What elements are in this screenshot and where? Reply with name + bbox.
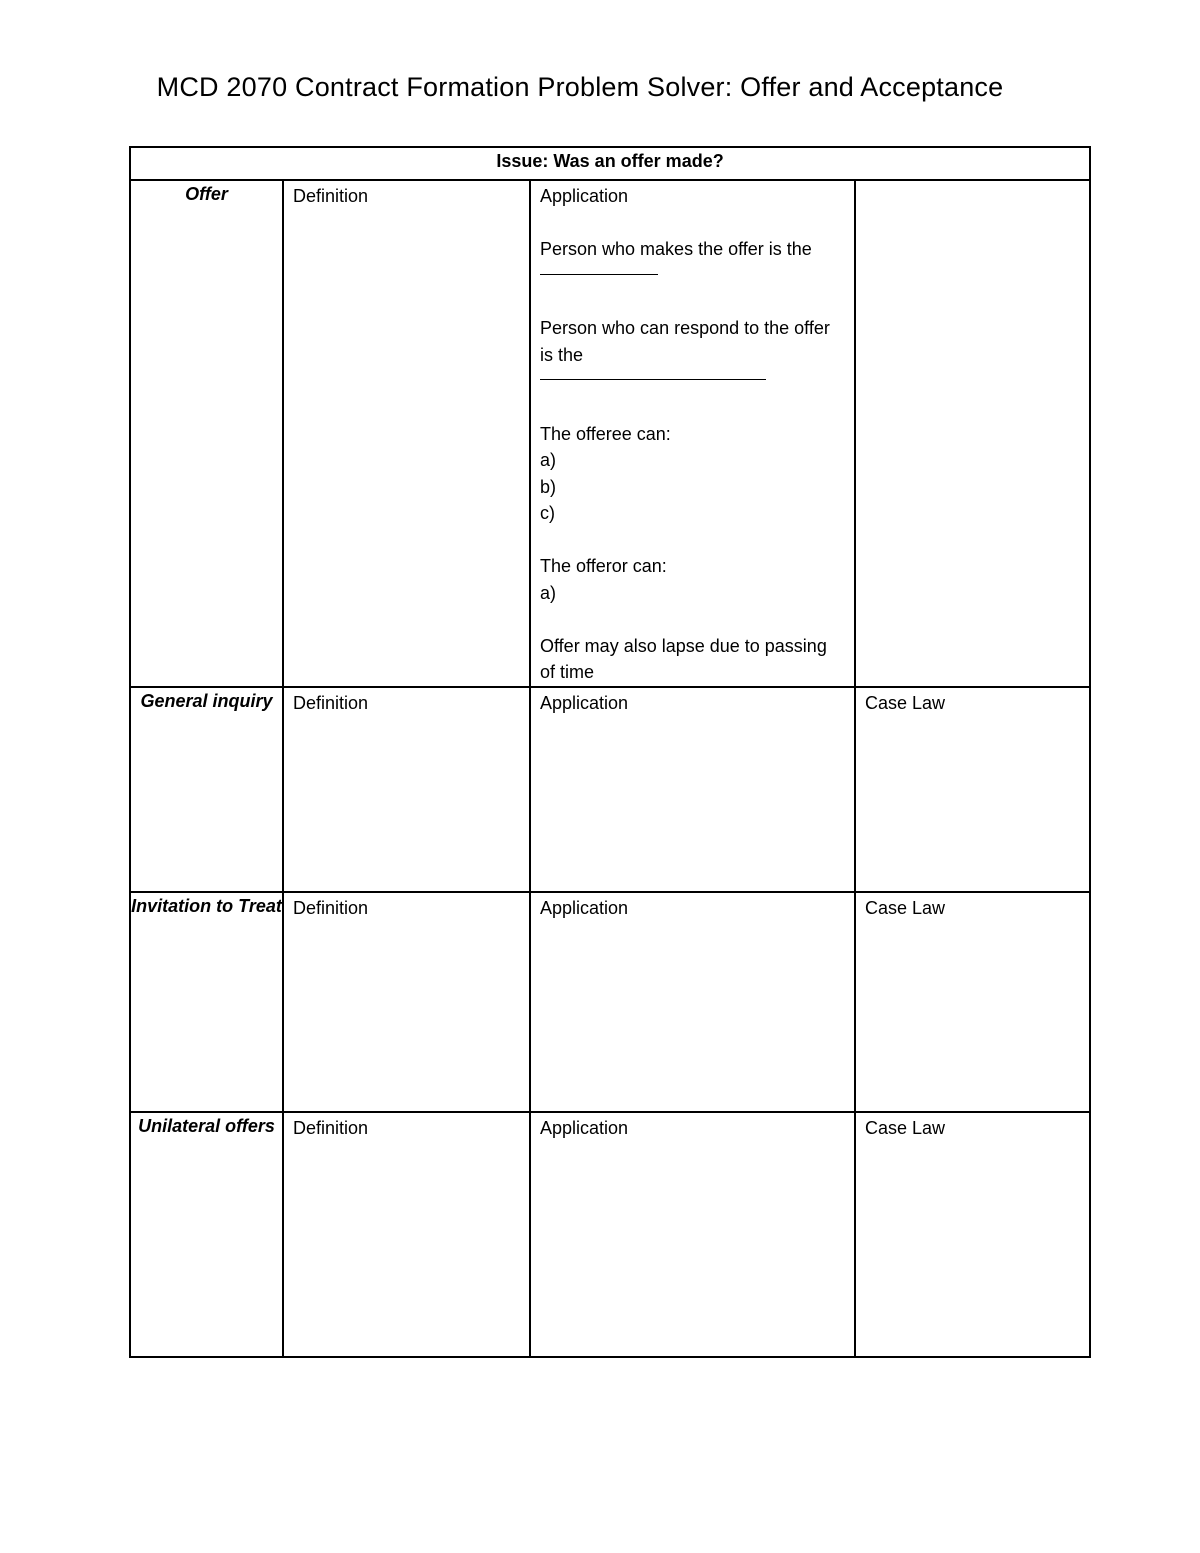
problem-solver-table	[129, 146, 1091, 1358]
definition-label: Definition	[293, 898, 369, 918]
case-law-cell-offer	[855, 180, 1090, 687]
table-row-offer	[130, 180, 1090, 687]
definition-cell-unilateral-offers	[283, 1112, 530, 1357]
case-law-cell-invitation-to-treat	[855, 892, 1090, 1112]
offeror-prompt: Person who makes the offer is the	[540, 239, 812, 259]
offeree-option: c)	[540, 503, 555, 523]
definition-cell-invitation-to-treat	[283, 892, 530, 1112]
case-law-label	[865, 183, 1080, 210]
application-label: Application	[540, 1118, 629, 1138]
definition-label: Definition	[293, 186, 369, 206]
issue-heading: Issue: Was an offer made?	[130, 147, 1090, 180]
application-label: Application	[540, 186, 629, 206]
case-law-label: Case Law	[865, 898, 946, 918]
application-cell-unilateral-offers	[530, 1112, 855, 1357]
definition-cell-offer	[283, 180, 530, 687]
topic-label-general-inquiry: General inquiry	[130, 687, 283, 892]
offeree-can-label: The offeree can:	[540, 423, 671, 444]
topic-label-offer: Offer	[130, 180, 283, 687]
definition-cell-general-inquiry	[283, 687, 530, 892]
issue-row	[130, 147, 1090, 180]
topic-label-invitation-to-treat: Invitation to Treat	[130, 892, 283, 1112]
table-row-general-inquiry	[130, 687, 1090, 892]
page-title: MCD 2070 Contract Formation Problem Solver: Offer and Acceptance	[156, 72, 1004, 102]
lapse-note: Offer may also lapse due to passing of time	[540, 635, 827, 682]
case-law-cell-general-inquiry	[855, 687, 1090, 892]
case-law-label: Case Law	[865, 1118, 946, 1138]
offeror-can-label: The offeror can:	[540, 556, 667, 576]
offeree-blank-line	[540, 379, 766, 380]
case-law-label: Case Law	[865, 693, 946, 713]
application-cell-general-inquiry	[530, 687, 855, 892]
offeror-blank-line	[540, 274, 658, 275]
offeror-option: a)	[540, 582, 557, 603]
case-law-cell-unilateral-offers	[855, 1112, 1090, 1357]
offeree-option: b)	[540, 476, 557, 497]
table-row-unilateral-offers	[130, 1112, 1090, 1357]
offeree-prompt: Person who can respond to the offer is the	[540, 318, 830, 365]
application-label: Application	[540, 693, 629, 713]
application-cell-offer	[530, 180, 855, 687]
offeree-option: a)	[540, 450, 557, 470]
topic-label-unilateral-offers: Unilateral offers	[130, 1112, 283, 1357]
definition-label: Definition	[293, 1118, 369, 1138]
table-row-invitation-to-treat	[130, 892, 1090, 1112]
definition-label: Definition	[293, 693, 369, 713]
application-label: Application	[540, 898, 629, 918]
application-cell-invitation-to-treat	[530, 892, 855, 1112]
